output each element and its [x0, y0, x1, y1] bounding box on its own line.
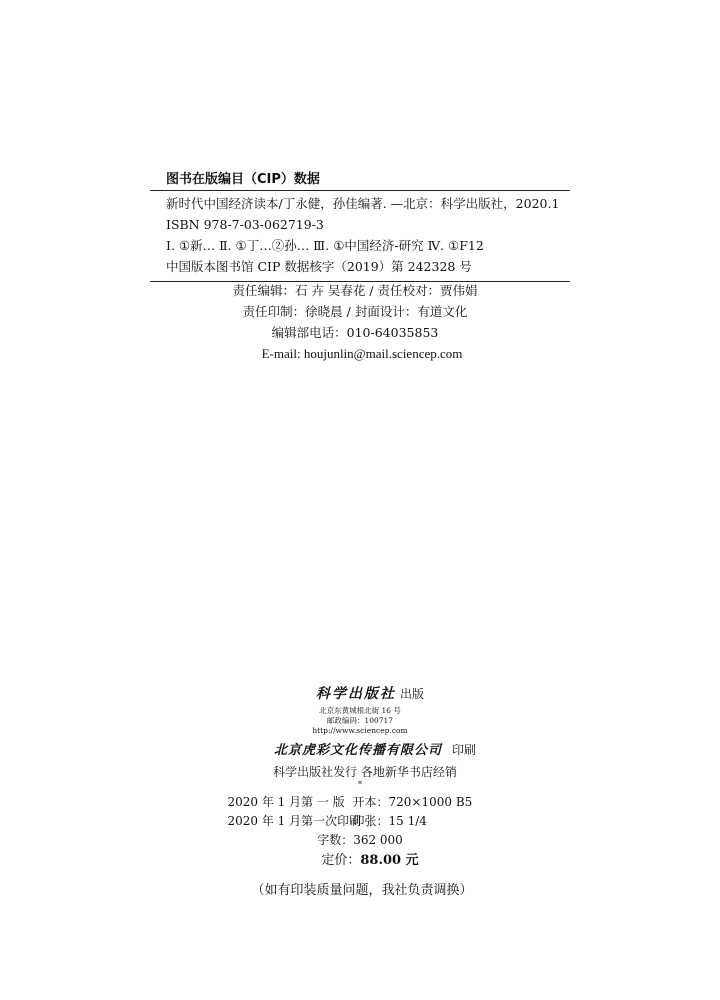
publisher-name: 科学出版社	[315, 686, 396, 702]
publisher-postcode: 邮政编码：100717	[326, 716, 394, 725]
editorial-phone: 编辑部电话：010-64035853	[271, 325, 439, 340]
cip-line-title-author: 新时代中国经济读本/丁永健，孙佳编著. —北京：科学出版社，2020.1	[166, 196, 560, 211]
staff-credits	[0, 280, 720, 364]
cip-line-isbn: ISBN 978-7-03-062719-3	[166, 217, 324, 232]
publisher-address: 北京东黄城根北街 16 号	[319, 706, 401, 715]
printing-cover-line: 责任印制：徐晓晨 / 封面设计：有道文化	[242, 304, 468, 319]
publisher-role: 出版	[399, 687, 424, 701]
printing-row	[0, 812, 720, 831]
price-value: 88.00 元	[360, 853, 419, 868]
word-count: 字数：362 000	[317, 833, 403, 847]
cip-block	[150, 170, 570, 282]
quality-notice: （如有印装质量问题，我社负责调换）	[251, 883, 473, 898]
publisher-line	[0, 682, 720, 706]
cip-title: 图书在版编目（CIP）数据	[166, 172, 320, 187]
price-label: 定价：	[321, 853, 361, 868]
printer-role: 印刷	[452, 743, 477, 757]
price-line	[0, 850, 720, 872]
book-format: 开本：720×1000 B5	[352, 795, 473, 809]
editorial-email: E-mail: houjunlin@mail.sciencep.com	[261, 346, 463, 361]
publisher-url: http://www.sciencep.com	[312, 726, 408, 735]
edition-date: 2020 年 1 月第 一 版	[227, 795, 345, 809]
imprint-block	[0, 682, 720, 904]
printer-line	[0, 738, 720, 763]
printing-date: 2020 年 1 月第一次印刷	[227, 814, 362, 828]
editors-line: 责任编辑：石 卉 吴春花 / 责任校对：贾伟娟	[232, 283, 478, 298]
cip-line-record-number: 中国版本图书馆 CIP 数据核字（2019）第 242328 号	[166, 259, 472, 274]
distribution-line: 科学出版社发行 各地新华书店经销	[273, 765, 457, 779]
printer-name: 北京虎彩文化传播有限公司	[273, 743, 442, 758]
printed-sheets: 印张：15 1/4	[352, 814, 427, 828]
cip-body	[150, 191, 570, 281]
edition-row	[0, 793, 720, 812]
separator-star: *	[358, 780, 362, 789]
cip-line-classification: Ⅰ. ①新… Ⅱ. ①丁…②孙… Ⅲ. ①中国经济-研究 Ⅳ. ①F12	[166, 238, 484, 253]
